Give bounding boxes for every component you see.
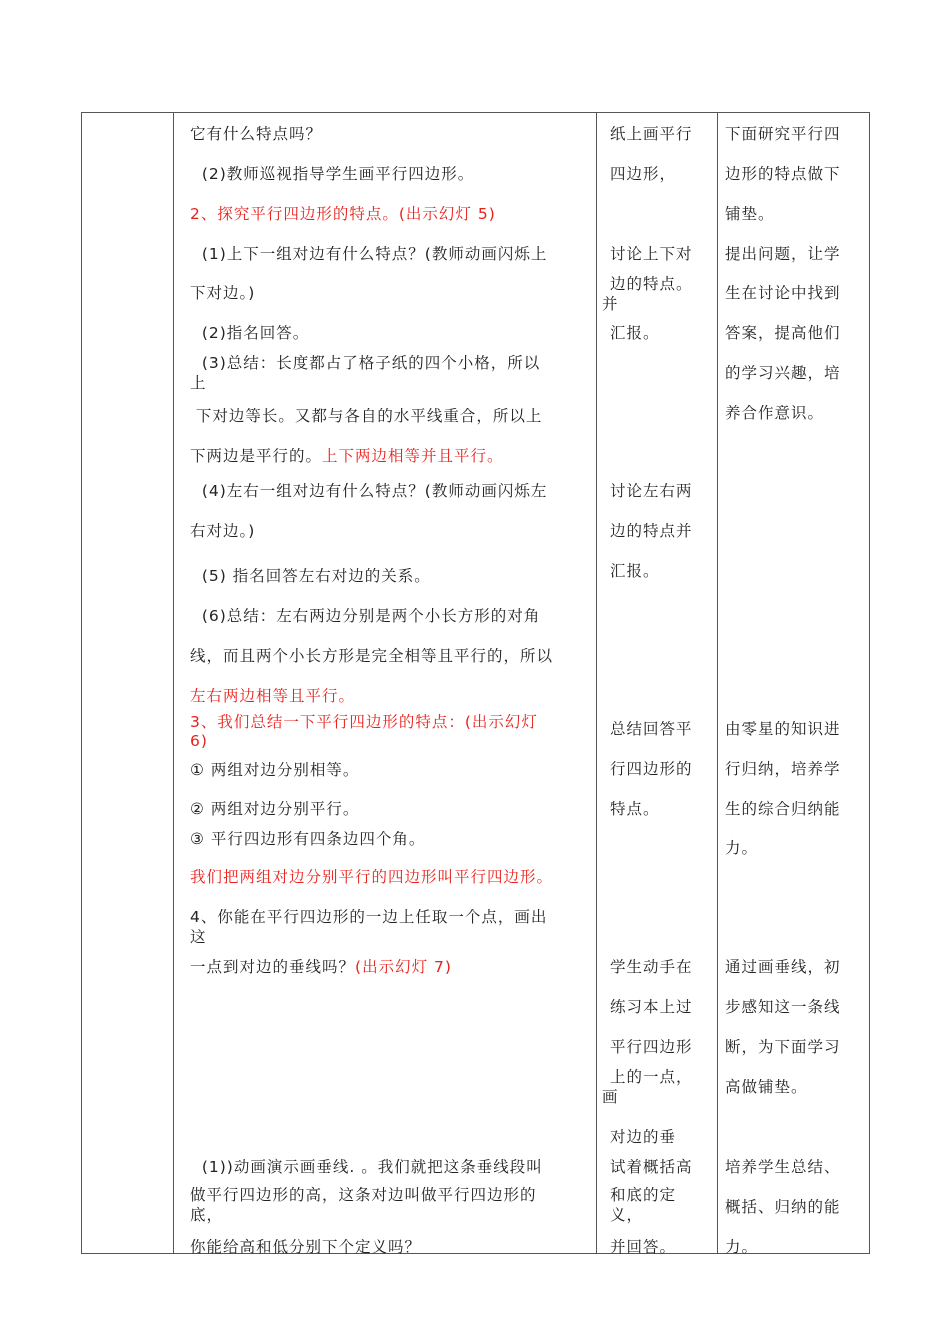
teacher-activity-text: 它有什么特点吗？ [190,125,323,143]
teacher-activity-text: (3)总结：长度都占了格子纸的四个小格，所以 [190,354,541,372]
student-activity-line: 和底的定 [610,1186,677,1204]
teacher-activity-text: 下对边等长。又都与各自的水平线重合，所以上 [190,407,543,425]
teacher-activity-text: 6) [190,732,208,750]
teacher-activity-text: 底， [190,1206,224,1224]
student-activity-line: 纸上画平行 [610,125,693,143]
teacher-activity-text: 2、探究平行四边形的特点。(出示幻灯 5) [190,205,496,223]
teacher-activity-line [190,606,540,626]
student-activity-line: 并 [602,295,619,313]
teacher-activity-text: 你能给高和低分别下个定义吗？ [190,1238,422,1256]
teacher-activity-line [190,957,452,977]
student-activity-line: 上的一点， [610,1068,693,1086]
teacher-activity-text: ③ 平行四边形有四条边四个角。 [190,830,426,848]
teacher-activity-text: (1)上下一组对边有什么特点？(教师动画闪烁上 [190,245,548,263]
teacher-activity-text: ① 两组对边分别相等。 [190,761,360,779]
design-intent-line: 力。 [725,839,759,857]
teacher-activity-text: 左右两边相等且平行。 [190,687,356,705]
student-activity-line: 画 [602,1088,619,1106]
column-divider [596,113,597,1253]
student-activity-line: 平行四边形 [610,1038,693,1056]
student-activity-line: 总结回答平 [610,720,693,738]
teacher-activity-text: 下两边是平行的。 [190,447,323,465]
student-activity-line: 汇报。 [610,324,660,342]
teacher-activity-text: (4)左右一组对边有什么特点？(教师动画闪烁左 [190,482,548,500]
teacher-activity-line [190,481,547,501]
teacher-activity-line [190,1157,543,1177]
teacher-activity-line [190,283,255,303]
teacher-activity-line [190,907,547,927]
design-intent-line: 生在讨论中找到 [725,284,841,302]
design-intent-line: 提出问题，让学 [725,245,841,263]
design-intent-line: 概括、归纳的能 [725,1198,841,1216]
teacher-activity-line [190,353,540,373]
teacher-activity-line [190,1205,223,1225]
teacher-activity-line [190,760,359,780]
design-intent-line: 行归纳，培养学 [725,760,841,778]
teacher-activity-line [190,731,208,751]
teacher-activity-text: 一点到对边的垂线吗？ [190,958,356,976]
design-intent-line: 断，为下面学习 [725,1038,841,1056]
teacher-activity-line [190,646,553,666]
teacher-activity-line [190,323,309,343]
teacher-activity-line [190,164,474,184]
teacher-activity-line [190,373,207,393]
student-activity-line: 对边的垂 [610,1128,677,1146]
design-intent-line: 培养学生总结、 [725,1158,841,1176]
design-intent-line: 铺垫。 [725,205,775,223]
teacher-activity-text: ② 两组对边分别平行。 [190,800,360,818]
teacher-activity-line [190,566,431,586]
student-activity-line: 试着概括高 [610,1158,693,1176]
teacher-activity-text: 3、我们总结一下平行四边形的特点：(出示幻灯 [190,713,538,731]
teacher-activity-text: 下对边。) [190,284,256,302]
design-intent-line: 高做铺垫。 [725,1078,808,1096]
design-intent-line: 力。 [725,1238,759,1256]
teacher-activity-line [190,686,355,706]
teacher-activity-line [190,521,255,541]
teacher-activity-line [190,712,538,732]
teacher-activity-line [190,204,496,224]
column-divider [173,113,174,1253]
teacher-activity-line [190,406,542,426]
column-divider [717,113,718,1253]
teacher-activity-text: (1))动画演示画垂线. 。我们就把这条垂线段叫 [190,1158,543,1176]
teacher-activity-line [190,799,359,819]
design-intent-line: 生的综合归纳能 [725,800,841,818]
student-activity-line: 行四边形的 [610,760,693,778]
teacher-activity-line [190,124,322,144]
student-activity-line: 讨论上下对 [610,245,693,263]
design-intent-line: 由零星的知识进 [725,720,841,738]
teacher-activity-line [190,927,207,947]
student-activity-line: 义， [610,1206,644,1224]
design-intent-line: 步感知这一条线 [725,998,841,1016]
student-activity-line: 学生动手在 [610,958,693,976]
student-activity-line: 四边形， [610,165,677,183]
teacher-activity-line [190,244,547,264]
student-activity-line: 特点。 [610,800,660,818]
teacher-activity-highlight: (出示幻灯 7) [355,958,452,976]
student-activity-line: 边的特点。 [610,275,693,293]
teacher-activity-line [190,446,504,466]
teacher-activity-text: 线，而且两个小长方形是完全相等且平行的，所以 [190,647,554,665]
design-intent-line: 的学习兴趣，培 [725,364,841,382]
teacher-activity-text: (6)总结：左右两边分别是两个小长方形的对角 [190,607,541,625]
design-intent-line: 边形的特点做下 [725,165,841,183]
teacher-activity-highlight: 上下两边相等并且平行。 [322,447,504,465]
teacher-activity-text: (2)指名回答。 [190,324,310,342]
teacher-activity-text: 我们把两组对边分别平行的四边形叫平行四边形。 [190,868,554,886]
student-activity-line: 并回答。 [610,1238,677,1256]
teacher-activity-text: 这 [190,928,207,946]
design-intent-line: 下面研究平行四 [725,125,841,143]
teacher-activity-text: 4、你能在平行四边形的一边上任取一个点，画出 [190,908,548,926]
teacher-activity-text: 右对边。) [190,522,256,540]
design-intent-line: 养合作意识。 [725,404,825,422]
teacher-activity-line [190,829,425,849]
student-activity-line: 汇报。 [610,562,660,580]
teacher-activity-text: (2)教师巡视指导学生画平行四边形。 [190,165,475,183]
design-intent-line: 答案，提高他们 [725,324,841,342]
student-activity-line: 练习本上过 [610,998,693,1016]
teacher-activity-line [190,1237,421,1257]
teacher-activity-text: 做平行四边形的高，这条对边叫做平行四边形的 [190,1186,537,1204]
teacher-activity-text: 上 [190,374,207,392]
teacher-activity-line [190,867,553,887]
teacher-activity-text: (5) 指名回答左右对边的关系。 [190,567,431,585]
student-activity-line: 边的特点并 [610,522,693,540]
teacher-activity-line [190,1185,537,1205]
student-activity-line: 讨论左右两 [610,482,693,500]
design-intent-line: 通过画垂线，初 [725,958,841,976]
